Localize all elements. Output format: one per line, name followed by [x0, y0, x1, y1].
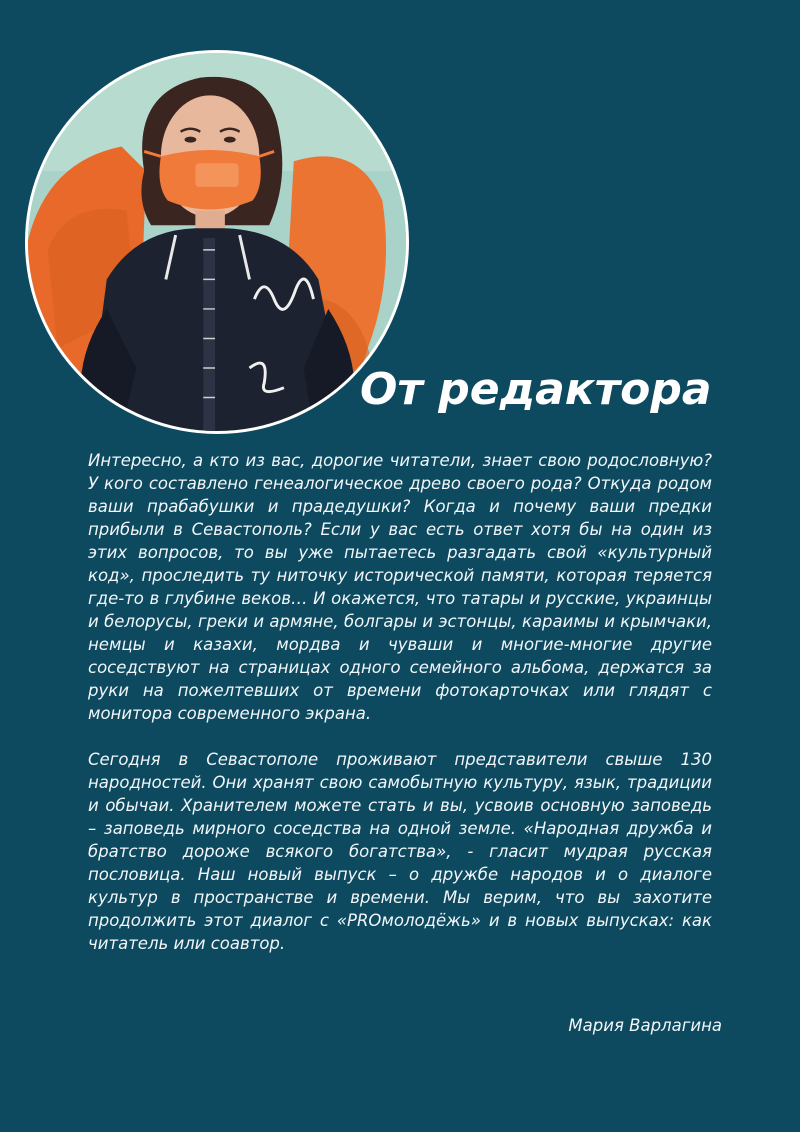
editor-portrait-photo — [25, 50, 409, 434]
page-title: От редактора — [360, 364, 712, 415]
author-signature: Мария Варлагина — [568, 1016, 722, 1035]
paragraph-1: Интересно, а кто из вас, дорогие читатели, знает свою родословную? У кого составлено генеалогическое древо своего рода? Откуда родом ваши прабабушки и прадедушки? Когда и почему ваши предки прибыли в Севастополь? Если у вас есть ответ хотя бы на один из этих вопросов, то вы уже пытаетесь разгадать свой «культурный код», проследить ту ниточку исторической памяти, которая теряется где-то в глубине веков… И окажется, что татары и русские, украинцы и белорусы, греки и армяне, болгары и эстонцы, караимы и крымчаки, немцы и казахи, мордва и чуваши и многие-многие другие соседствуют на страницах одного семейного альбома, держатся за руки на пожелтевших от времени фотокарточках или глядят с монитора современного экрана. — [88, 451, 712, 723]
editor-portrait-illustration — [28, 53, 406, 431]
editorial-text — [88, 449, 712, 978]
paragraph-2: Сегодня в Севастополе проживают представители свыше 130 народностей. Они хранят свою самобытную культуру, язык, традиции и обычаи. Хранителем можете стать и вы, усвоив основную заповедь – заповедь мирного соседства на одной земле. «Народная дружба и братство дороже всякого богатства», - гласит мудрая русская пословица. Наш новый выпуск – о дружбе народов и о диалоге культур в пространстве и времени. Мы верим, что вы захотите продолжить этот диалог с «PROмолодёжь» и в новых выпусках: как читатель или соавтор. — [88, 750, 712, 953]
